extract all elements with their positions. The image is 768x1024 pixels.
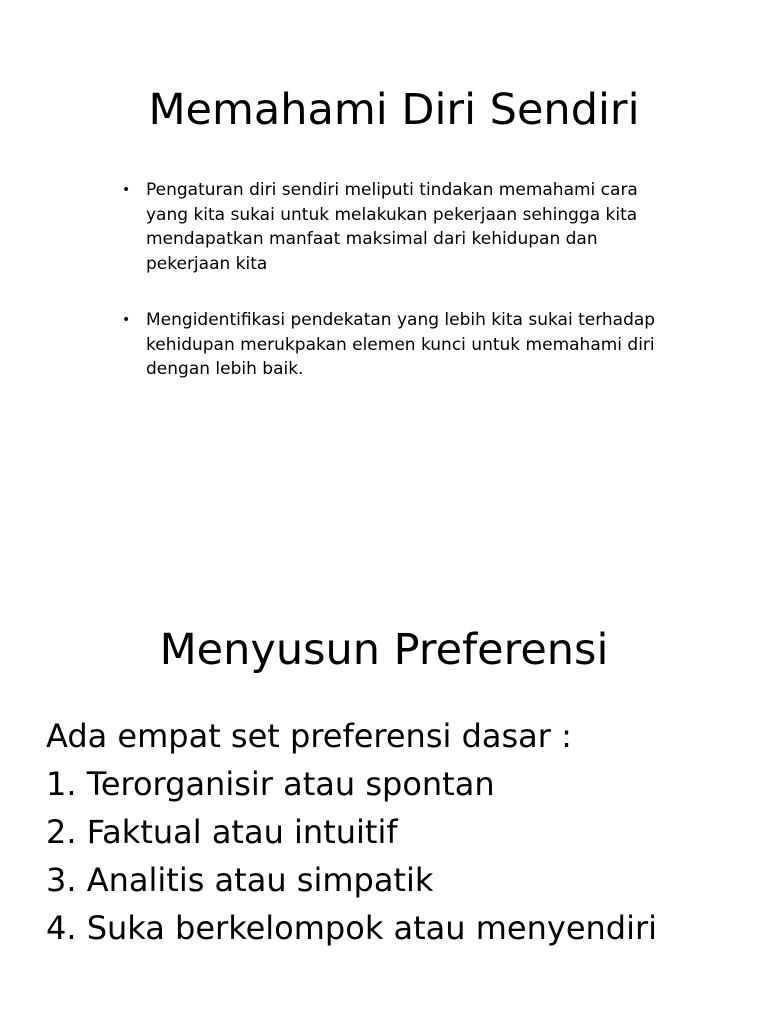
bullet-text: Mengidentifikasi pendekatan yang lebih kita sukai terhadap kehidupan merukpakan elemen kunci untuk memahami diri dengan lebih baik. [146, 310, 656, 379]
bullet-item [118, 178, 658, 276]
preference-item: 2. Faktual atau intuitif [46, 813, 398, 851]
preference-item: 4. Suka berkelompok atau menyendiri [46, 909, 658, 947]
preference-intro: Ada empat set preferensi dasar : [46, 717, 572, 755]
bullet-item [118, 308, 658, 382]
bullet-icon: • [122, 182, 131, 198]
slide-menyusun-preferensi [0, 560, 768, 1024]
preference-item: 3. Analitis atau simpatik [46, 861, 434, 899]
slide-title: Memahami Diri Sendiri [148, 85, 640, 135]
preference-list [46, 712, 756, 952]
slide-title: Menyusun Preferensi [159, 625, 609, 675]
bullet-text: Pengaturan diri sendiri meliputi tindakan memahami cara yang kita sukai untuk melakukan pekerjaan sehingga kita mendapatkan manfaat maksimal dari kehidupan dan pekerjaan kita [146, 180, 638, 274]
bullet-icon: • [122, 312, 131, 328]
preference-item: 1. Terorganisir atau spontan [46, 765, 495, 803]
bullet-list [118, 178, 658, 414]
